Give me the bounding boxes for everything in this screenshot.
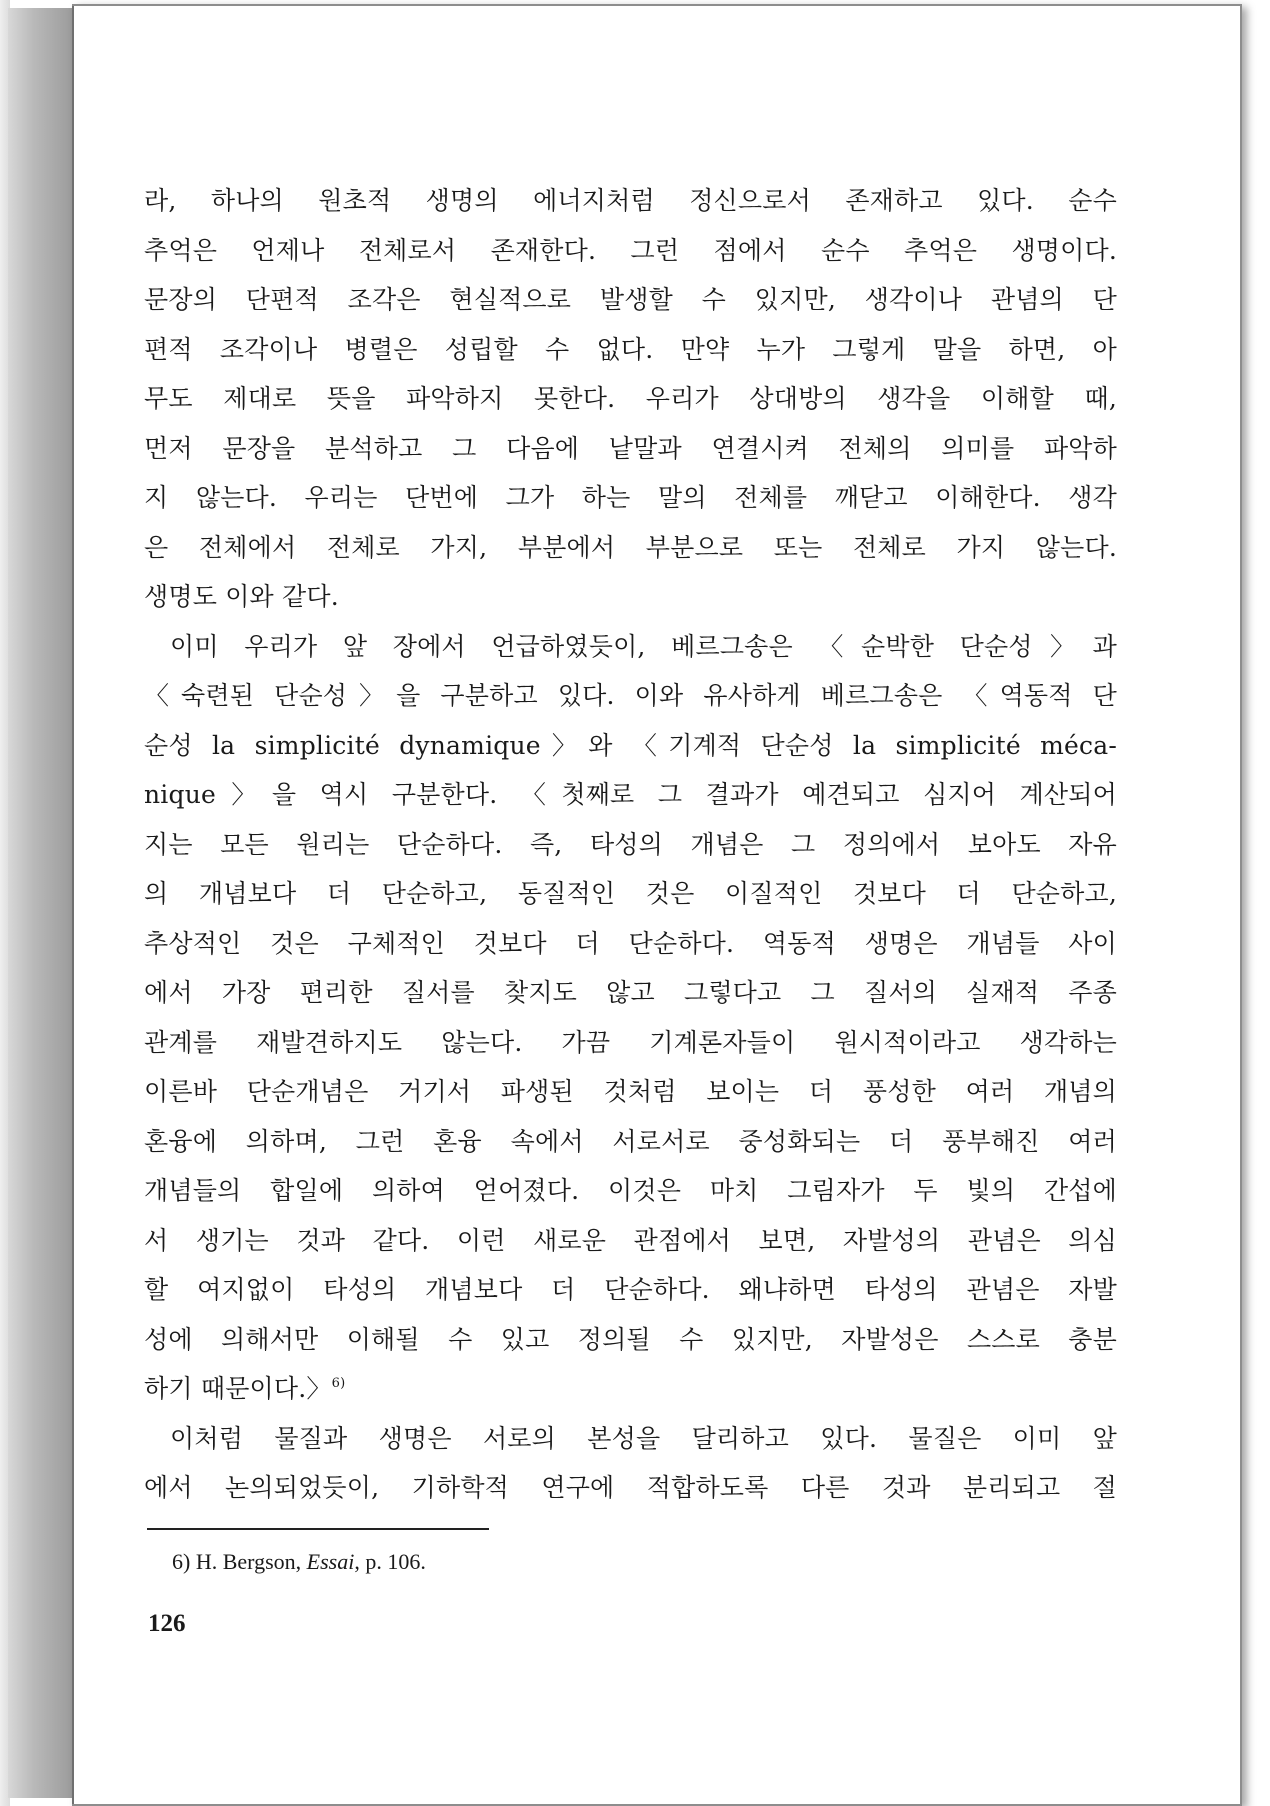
body-line-paragraph-start: 이미 우리가 앞 장에서 언급하였듯이, 베르그송은 〈순박한 단순성〉과 (170, 631, 1117, 661)
body-line: 성에 의해서만 이해될 수 있고 정의될 수 있지만, 자발성은 스스로 충분 (144, 1324, 1117, 1354)
body-line: 에서 논의되었듯이, 기하학적 연구에 적합하도록 다른 것과 분리되고 절 (144, 1473, 1117, 1502)
book-spine (8, 8, 72, 1798)
footnote-reference: 6) (331, 1376, 346, 1391)
body-line: nique〉을 역시 구분한다. 〈첫째로 그 결과가 예견되고 심지어 계산되어 (144, 780, 1117, 809)
body-line: 혼융에 의하며, 그런 혼융 속에서 서로서로 중성화되는 더 풍부해진 여러 (144, 1126, 1117, 1156)
body-line: 순성 la simplicité dynamique〉와 〈기계적 단순성 la simplicité méca- (144, 730, 1117, 760)
body-line: 추억은 언제나 전체로서 존재한다. 그런 점에서 순수 추억은 생명이다. (144, 235, 1117, 265)
body-line: 지는 모든 원리는 단순하다. 즉, 타성의 개념은 그 정의에서 보아도 자유 (144, 829, 1117, 859)
body-line: 먼저 문장을 분석하고 그 다음에 낱말과 연결시켜 전체의 의미를 파악하 (144, 433, 1117, 463)
page-inner-edge (72, 6, 74, 1804)
footnote-author: H. Bergson, (195, 1549, 302, 1574)
body-line: 할 여지없이 타성의 개념보다 더 단순하다. 왜냐하면 타성의 관념은 자발 (144, 1275, 1117, 1304)
body-line: 의 개념보다 더 단순하고, 동질적인 것은 이질적인 것보다 더 단순하고, (144, 879, 1117, 908)
body-line: 무도 제대로 뜻을 파악하지 못한다. 우리가 상대방의 생각을 이해할 때, (144, 384, 1117, 413)
body-line: 지 않는다. 우리는 단번에 그가 하는 말의 전체를 깨닫고 이해한다. 생각 (144, 483, 1117, 512)
footnote-divider (147, 1528, 489, 1530)
body-line: 관계를 재발견하지도 않는다. 가끔 기계론자들이 원시적이라고 생각하는 (144, 1027, 1117, 1057)
body-line: 생명도 이와 같다. (144, 582, 339, 611)
body-line: 추상적인 것은 구체적인 것보다 더 단순하다. 역동적 생명은 개념들 사이 (144, 928, 1117, 958)
body-line-paragraph-start: 이처럼 물질과 생명은 서로의 본성을 달리하고 있다. 물질은 이미 앞 (170, 1423, 1117, 1453)
body-line: 은 전체에서 전체로 가지, 부분에서 부분으로 또는 전체로 가지 않는다. (144, 532, 1117, 562)
body-line: 이른바 단순개념은 거기서 파생된 것처럼 보이는 더 풍성한 여러 개념의 (144, 1077, 1117, 1106)
body-line: 개념들의 합일에 의하여 얻어졌다. 이것은 마치 그림자가 두 빛의 간섭에 (144, 1176, 1117, 1205)
footnote (172, 1549, 426, 1575)
body-line: 에서 가장 편리한 질서를 찾지도 않고 그렇다고 그 질서의 실재적 주종 (144, 978, 1117, 1007)
footnote-title: Essai (306, 1549, 355, 1574)
quote-end-text: 하기 때문이다.〉 (144, 1374, 332, 1403)
body-line: 〈숙련된 단순성〉을 구분하고 있다. 이와 유사하게 베르그송은 〈역동적 단 (144, 681, 1117, 710)
page-number: 126 (148, 1610, 186, 1637)
body-line: 라, 하나의 원초적 생명의 에너지처럼 정신으로서 존재하고 있다. 순수 (144, 186, 1117, 215)
footnote-page: , p. 106. (354, 1549, 426, 1574)
body-line-with-note (144, 1364, 1117, 1414)
body-line: 서 생기는 것과 같다. 이런 새로운 관점에서 보면, 자발성의 관념은 의심 (144, 1225, 1117, 1255)
body-line: 문장의 단편적 조각은 현실적으로 발생할 수 있지만, 생각이나 관념의 단 (144, 285, 1117, 314)
body-text (144, 176, 1117, 1513)
body-line: 편적 조각이나 병렬은 성립할 수 없다. 만약 누가 그렇게 말을 하면, 아 (144, 334, 1117, 364)
footnote-number: 6) (172, 1549, 191, 1574)
